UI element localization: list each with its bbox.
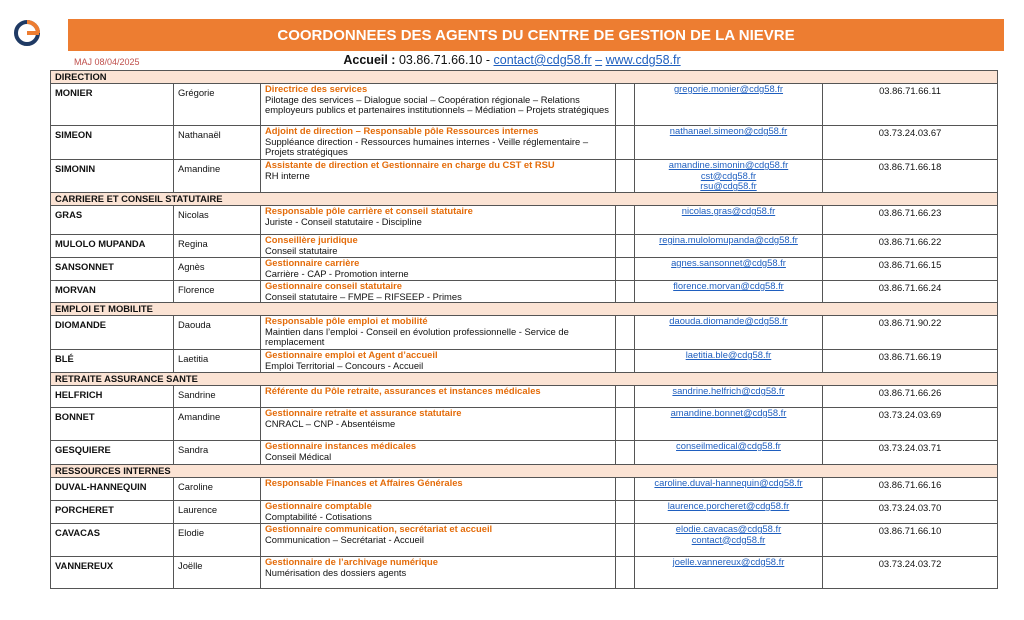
agent-email-cell	[635, 160, 823, 193]
agent-email-cell	[635, 258, 823, 281]
agent-last-name: MULOLO MUPANDA	[51, 235, 174, 258]
table-row	[51, 126, 998, 160]
agent-email-cell	[635, 235, 823, 258]
agent-function	[261, 350, 616, 373]
function-details: RH interne	[265, 169, 310, 181]
agent-last-name: HELFRICH	[51, 386, 174, 408]
reception-contact	[0, 53, 1024, 67]
agent-last-name: PORCHERET	[51, 501, 174, 524]
blank-cell	[616, 206, 635, 235]
reception-phone: 03.86.71.66.10 -	[398, 53, 491, 67]
section-title: DIRECTION	[51, 71, 998, 84]
blank-cell	[616, 235, 635, 258]
agent-last-name: CAVACAS	[51, 524, 174, 557]
agent-email-cell	[635, 316, 823, 350]
function-details: Conseil Médical	[265, 450, 332, 462]
table-row	[51, 478, 998, 501]
function-details: Emploi Territorial – Concours - Accueil	[265, 359, 424, 371]
agent-email-cell	[635, 84, 823, 126]
function-title: Directrice des services	[265, 83, 368, 94]
function-title: Gestionnaire comptable	[265, 500, 372, 511]
function-details: CNRACL – CNP - Absentéisme	[265, 417, 396, 429]
table-row	[51, 84, 998, 126]
function-title: Conseillère juridique	[265, 234, 358, 245]
agent-email-cell	[635, 126, 823, 160]
email-link[interactable]: joelle.vannereux@cdg58.fr	[672, 556, 785, 567]
agent-phone: 03.86.71.66.15	[823, 258, 998, 281]
email-link[interactable]: amandine.simonin@cdg58.fr	[668, 159, 789, 170]
agents-table	[50, 70, 998, 589]
email-link[interactable]: contact@cdg58.fr	[691, 533, 766, 545]
blank-cell	[616, 126, 635, 160]
function-title: Responsable pôle carrière et conseil statutaire	[265, 205, 473, 216]
function-details: Carrière - CAP - Promotion interne	[265, 267, 409, 279]
agent-first-name: Sandrine	[174, 386, 261, 408]
blank-cell	[616, 524, 635, 557]
email-link[interactable]: conseilmedical@cdg58.fr	[676, 440, 781, 451]
agent-last-name: GRAS	[51, 206, 174, 235]
blank-cell	[616, 441, 635, 465]
agent-email-cell	[635, 478, 823, 501]
table-row	[51, 501, 998, 524]
agent-function	[261, 160, 616, 193]
table-row	[51, 206, 998, 235]
blank-cell	[616, 386, 635, 408]
agent-phone: 03.86.71.66.24	[823, 281, 998, 303]
agent-first-name: Agnès	[174, 258, 261, 281]
blank-cell	[616, 316, 635, 350]
agent-first-name: Laurence	[174, 501, 261, 524]
agent-email-cell	[635, 206, 823, 235]
agent-first-name: Caroline	[174, 478, 261, 501]
agent-phone: 03.86.71.66.10	[823, 524, 998, 557]
agent-first-name: Daouda	[174, 316, 261, 350]
function-title: Gestionnaire de l’archivage numérique	[265, 556, 438, 567]
agent-first-name: Nicolas	[174, 206, 261, 235]
table-row	[51, 281, 998, 303]
function-title: Assistante de direction et Gestionnaire en charge du CST et RSU	[265, 159, 555, 170]
agent-email-cell	[635, 386, 823, 408]
section-title: EMPLOI ET MOBILITE	[51, 303, 998, 316]
reception-label: Accueil :	[343, 53, 396, 67]
agent-first-name: Grégorie	[174, 84, 261, 126]
table-row	[51, 160, 998, 193]
blank-cell	[616, 160, 635, 193]
agent-first-name: Elodie	[174, 524, 261, 557]
email-link[interactable]: laetitia.ble@cdg58.fr	[685, 349, 772, 360]
function-title: Responsable pôle emploi et mobilité	[265, 315, 428, 326]
email-link[interactable]: rsu@cdg58.fr	[700, 180, 757, 191]
email-link[interactable]: nicolas.gras@cdg58.fr	[681, 205, 776, 216]
agent-first-name: Joëlle	[174, 557, 261, 589]
function-details: Pilotage des services – Dialogue social – Coopération régionale – Relations employeurs publics et partenaires institutionnels – Médiation – Projets stratégiques	[265, 93, 609, 115]
agent-last-name: DUVAL-HANNEQUIN	[51, 478, 174, 501]
section-header-row	[51, 71, 998, 84]
agent-function	[261, 258, 616, 281]
agent-phone: 03.73.24.03.72	[823, 557, 998, 589]
table-row	[51, 408, 998, 441]
agent-phone: 03.86.71.66.18	[823, 160, 998, 193]
agent-function	[261, 501, 616, 524]
blank-cell	[616, 501, 635, 524]
agent-first-name: Laetitia	[174, 350, 261, 373]
agent-phone: 03.86.71.90.22	[823, 316, 998, 350]
function-details: Conseil statutaire – FMPE – RIFSEEP - Primes	[265, 290, 462, 302]
agent-email-cell	[635, 557, 823, 589]
agent-last-name: MONIER	[51, 84, 174, 126]
agent-email-cell	[635, 441, 823, 465]
section-title: RESSOURCES INTERNES	[51, 465, 998, 478]
agent-phone: 03.86.71.66.16	[823, 478, 998, 501]
agent-email-cell	[635, 501, 823, 524]
agent-phone: 03.73.24.03.69	[823, 408, 998, 441]
cdg58-logo	[14, 16, 44, 50]
table-row	[51, 386, 998, 408]
function-details: Numérisation des dossiers agents	[265, 566, 407, 578]
email-link[interactable]: laurence.porcheret@cdg58.fr	[667, 500, 790, 511]
email-link[interactable]: florence.morvan@cdg58.fr	[673, 280, 784, 291]
agent-first-name: Amandine	[174, 408, 261, 441]
function-details: Maintien dans l’emploi - Conseil en évolution professionnelle - Service de remplacement	[265, 325, 569, 347]
blank-cell	[616, 84, 635, 126]
table-row	[51, 441, 998, 465]
agent-function	[261, 316, 616, 350]
website-link[interactable]: www.cdg58.fr	[605, 53, 681, 67]
section-title: CARRIERE ET CONSEIL STATUTAIRE	[51, 193, 998, 206]
agent-first-name: Sandra	[174, 441, 261, 465]
agent-phone: 03.86.71.66.26	[823, 386, 998, 408]
agent-phone: 03.86.71.66.23	[823, 206, 998, 235]
table-row	[51, 557, 998, 589]
function-details: Conseil statutaire	[265, 244, 338, 256]
email-link[interactable]: caroline.duval-hannequin@cdg58.fr	[654, 477, 803, 488]
email-link[interactable]: sandrine.helfrich@cdg58.fr	[672, 385, 785, 396]
function-title: Gestionnaire retraite et assurance statutaire	[265, 407, 462, 418]
section-header-row	[51, 303, 998, 316]
email-link[interactable]: gregorie.monier@cdg58.fr	[673, 83, 784, 94]
email-link[interactable]: elodie.cavacas@cdg58.fr	[675, 523, 782, 534]
agent-first-name: Florence	[174, 281, 261, 303]
update-date: MAJ 08/04/2025	[74, 57, 140, 67]
function-title: Gestionnaire carrière	[265, 257, 360, 268]
blank-cell	[616, 557, 635, 589]
agent-email-cell	[635, 281, 823, 303]
agent-last-name: SIMONIN	[51, 160, 174, 193]
agent-last-name: GESQUIERE	[51, 441, 174, 465]
email-link[interactable]: regina.mulolomupanda@cdg58.fr	[659, 234, 798, 245]
section-header-row	[51, 465, 998, 478]
agent-phone: 03.73.24.03.67	[823, 126, 998, 160]
agent-function	[261, 281, 616, 303]
blank-cell	[616, 281, 635, 303]
agent-last-name: SANSONNET	[51, 258, 174, 281]
blank-cell	[616, 478, 635, 501]
function-details: Suppléance direction - Ressources humaines internes - Veille réglementaire – Projets stratégiques	[265, 135, 589, 157]
agent-function	[261, 557, 616, 589]
function-title: Gestionnaire communication, secrétariat et accueil	[265, 523, 493, 534]
table-row	[51, 316, 998, 350]
agent-phone: 03.86.71.66.11	[823, 84, 998, 126]
agent-phone: 03.86.71.66.22	[823, 235, 998, 258]
page-title-banner	[68, 19, 1004, 51]
agent-phone: 03.73.24.03.70	[823, 501, 998, 524]
reception-email-link[interactable]: contact@cdg58.fr	[493, 53, 592, 67]
agent-last-name: MORVAN	[51, 281, 174, 303]
table-row	[51, 350, 998, 373]
agent-function	[261, 386, 616, 408]
separator: –	[595, 53, 603, 67]
agent-last-name: BONNET	[51, 408, 174, 441]
function-title: Responsable Finances et Affaires Générales	[265, 477, 463, 488]
agent-phone: 03.86.71.66.19	[823, 350, 998, 373]
function-title: Référente du Pôle retraite, assurances et instances médicales	[265, 385, 541, 396]
agent-function	[261, 408, 616, 441]
agent-email-cell	[635, 524, 823, 557]
agent-last-name: VANNEREUX	[51, 557, 174, 589]
function-title: Gestionnaire conseil statutaire	[265, 280, 403, 291]
agent-first-name: Nathanaël	[174, 126, 261, 160]
email-link[interactable]: daouda.diomande@cdg58.fr	[669, 315, 788, 326]
agent-function	[261, 478, 616, 501]
function-details: Comptabilité - Cotisations	[265, 510, 372, 522]
function-title: Gestionnaire instances médicales	[265, 440, 417, 451]
section-header-row	[51, 193, 998, 206]
agent-last-name: BLÉ	[51, 350, 174, 373]
agent-email-cell	[635, 408, 823, 441]
blank-cell	[616, 258, 635, 281]
page-title: COORDONNEES DES AGENTS DU CENTRE DE GESTION DE LA NIEVRE	[277, 26, 795, 44]
agent-function	[261, 206, 616, 235]
agent-first-name: Amandine	[174, 160, 261, 193]
blank-cell	[616, 408, 635, 441]
email-link[interactable]: cst@cdg58.fr	[700, 169, 757, 181]
agent-email-cell	[635, 350, 823, 373]
agent-function	[261, 524, 616, 557]
table-row	[51, 258, 998, 281]
agent-function	[261, 441, 616, 465]
section-header-row	[51, 373, 998, 386]
agent-function	[261, 235, 616, 258]
function-details: Juriste - Conseil statutaire - Discipline	[265, 215, 422, 227]
section-title: RETRAITE ASSURANCE SANTE	[51, 373, 998, 386]
agent-phone: 03.73.24.03.71	[823, 441, 998, 465]
table-row	[51, 235, 998, 258]
function-details: Communication – Secrétariat - Accueil	[265, 533, 424, 545]
agent-function	[261, 126, 616, 160]
blank-cell	[616, 350, 635, 373]
agent-first-name: Regina	[174, 235, 261, 258]
email-link[interactable]: amandine.bonnet@cdg58.fr	[670, 407, 787, 418]
email-link[interactable]: agnes.sansonnet@cdg58.fr	[671, 257, 786, 268]
function-title: Gestionnaire emploi et Agent d’accueil	[265, 349, 438, 360]
function-title: Adjoint de direction – Responsable pôle Ressources internes	[265, 125, 539, 136]
agent-function	[261, 84, 616, 126]
agent-last-name: SIMEON	[51, 126, 174, 160]
agent-last-name: DIOMANDE	[51, 316, 174, 350]
email-link[interactable]: nathanael.simeon@cdg58.fr	[669, 125, 788, 136]
table-row	[51, 524, 998, 557]
